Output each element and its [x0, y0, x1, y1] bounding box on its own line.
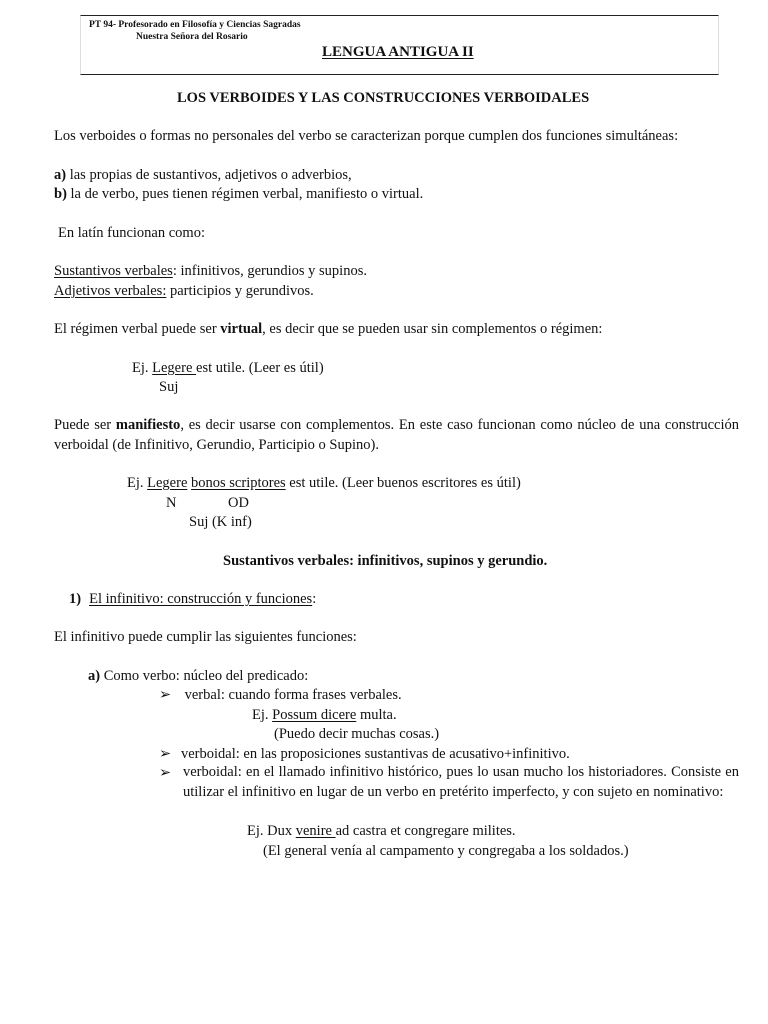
example-2-suj: Suj (K inf) — [189, 514, 252, 530]
section-1-colon: : — [312, 591, 317, 607]
example-2-word1: Legere — [147, 475, 188, 491]
example-2-post: est utile. (Leer buenos escritores es útil) — [285, 475, 521, 491]
institution-subline: Nuestra Señora del Rosario — [136, 32, 248, 42]
function-a-label: a) — [54, 167, 67, 183]
example-3-translation: (Puedo decir muchas cosas.) — [274, 726, 440, 742]
page-title: LOS VERBOIDES Y LAS CONSTRUCCIONES VERBOIDALES — [177, 90, 590, 106]
example-1-word: Legere — [152, 360, 197, 376]
example-3-pre: Ej. — [252, 707, 273, 723]
example-1-post: est utile. (Leer es útil) — [196, 360, 324, 376]
bullet-verboidal-2-arrow — [159, 764, 181, 782]
section-subtitle: Sustantivos verbales: infinitivos, supinos y gerundio. — [223, 553, 548, 569]
adjetivos-text: participios y gerundivos. — [166, 283, 314, 299]
arrow-bullet-icon: ➢ — [159, 687, 172, 703]
example-2-word2: bonos scriptores — [191, 475, 286, 491]
example-3-post: multa. — [356, 707, 397, 723]
virtual-pre: El régimen verbal puede ser — [54, 321, 221, 337]
example-4-post: ad castra et congregare milites. — [335, 823, 516, 839]
manifiesto-word: manifiesto — [115, 417, 181, 433]
example-3 — [252, 706, 397, 724]
infinitive-intro: El infinitivo puede cumplir las siguientes funciones: — [54, 629, 357, 645]
bullet-verbal-text: verbal: cuando forma frases verbales. — [181, 687, 402, 703]
example-4-translation: (El general venía al campamento y congregaba a los soldados.) — [263, 843, 629, 859]
function-a-verb-text: Como verbo: núcleo del predicado: — [100, 668, 309, 684]
virtual-post: , es decir que se pueden usar sin complementos o régimen: — [262, 321, 603, 337]
example-4 — [247, 822, 516, 840]
bullet-verboidal-1-text: verboidal: en las proposiciones sustantivas de acusativo+infinitivo. — [181, 746, 570, 762]
sustantivos-line — [54, 262, 367, 280]
arrow-bullet-icon: ➢ — [159, 765, 172, 781]
example-2-n: N — [166, 495, 177, 511]
example-4-pre: Ej. Dux — [247, 823, 296, 839]
adjetivos-line — [54, 282, 314, 300]
function-b-text: la de verbo, pues tienen régimen verbal, manifiesto o virtual. — [66, 186, 424, 202]
bullet-verbal — [159, 686, 402, 704]
adjetivos-label: Adjetivos verbales: — [54, 283, 167, 299]
bullet-verboidal-1 — [159, 745, 570, 763]
example-2 — [127, 474, 521, 492]
example-1-pre: Ej. — [132, 360, 153, 376]
section-1-title: El infinitivo: construcción y funciones — [89, 591, 313, 607]
intro-paragraph: Los verboides o formas no personales del verbo se caracterizan porque cumplen dos funciones simultáneas: — [54, 128, 679, 144]
virtual-paragraph — [54, 320, 602, 338]
function-a-text: las propias de sustantivos, adjetivos o adverbios, — [66, 167, 352, 183]
example-2-od: OD — [228, 495, 249, 511]
function-b — [54, 185, 423, 203]
institution-line: PT 94- Profesorado en Filosofía y Ciencias Sagradas — [89, 20, 301, 30]
sustantivos-label: Sustantivos verbales — [54, 263, 173, 279]
latin-intro: En latín funcionan como: — [58, 225, 205, 241]
function-a — [54, 166, 352, 184]
example-3-word: Possum dicere — [272, 707, 357, 723]
sustantivos-text: : infinitivos, gerundios y supinos. — [172, 263, 367, 279]
function-a-verb-label: a) — [88, 668, 101, 684]
course-title: LENGUA ANTIGUA II — [322, 44, 474, 60]
manifiesto-post: , es decir usarse con complementos. En este caso funcionan como núcleo de una construcción verboidal (de Infinitivo, Gerundio, Participio o Supino). — [54, 417, 739, 453]
function-a-verb — [88, 667, 308, 685]
example-2-pre: Ej. — [127, 475, 148, 491]
arrow-bullet-icon: ➢ — [159, 746, 172, 762]
example-1-suj: Suj — [159, 379, 179, 395]
section-1-heading — [69, 590, 316, 608]
function-b-label: b) — [54, 186, 67, 202]
bullet-verboidal-2-text: verboidal: en el llamado infinitivo histórico, pues lo usan mucho los historiadores. Consiste en utilizar el infinitivo en lugar de un verbo en pretérito imperfecto, y con sujeto en nominativo: — [183, 764, 739, 800]
example-1 — [132, 359, 324, 377]
example-4-word: venire — [295, 823, 336, 839]
manifiesto-pre: Puede ser — [54, 417, 116, 433]
virtual-word: virtual — [220, 321, 263, 337]
manifiesto-paragraph — [54, 415, 739, 455]
section-1-number: 1) — [69, 591, 82, 607]
